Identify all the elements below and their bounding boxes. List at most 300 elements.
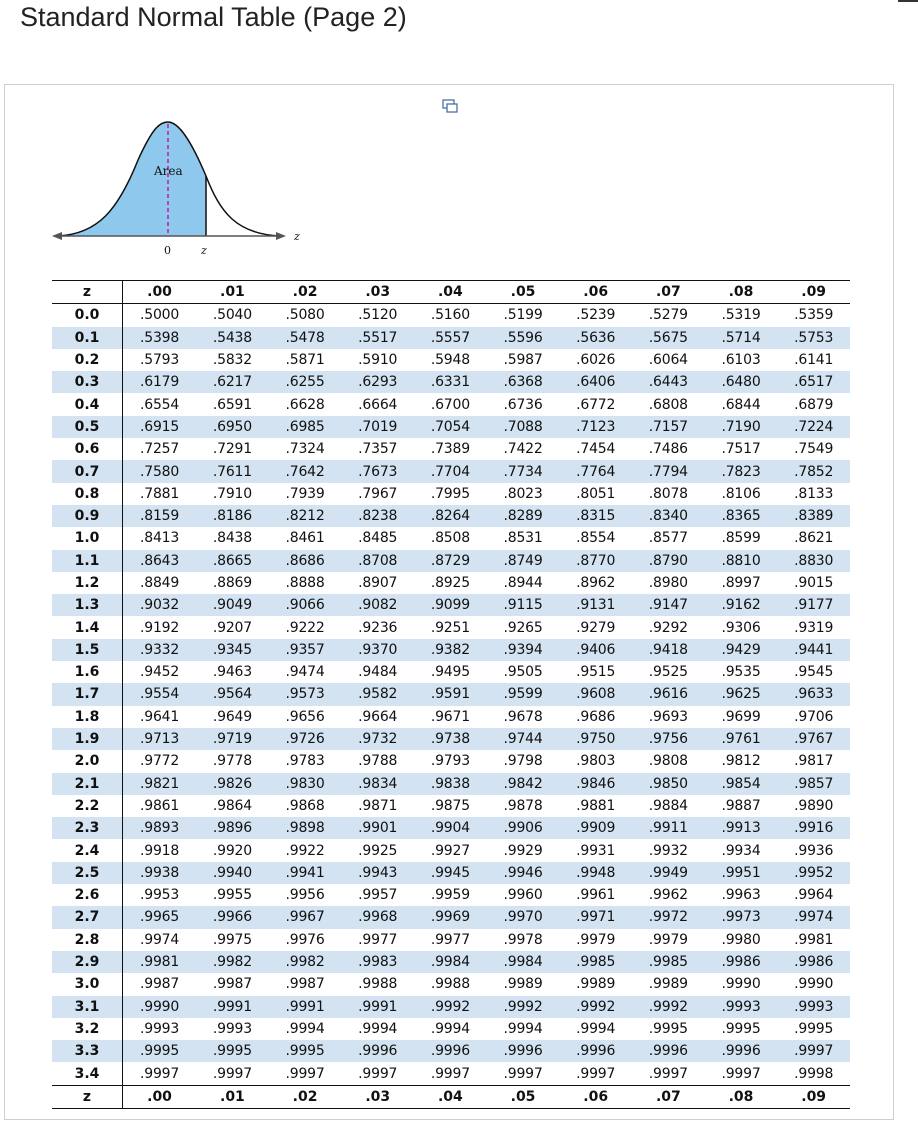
z-value: 1.3 bbox=[52, 594, 123, 616]
table-cell: .9994 bbox=[576, 1020, 616, 1037]
table-row bbox=[52, 973, 850, 995]
table-cell: .7642 bbox=[269, 460, 342, 482]
table-cell: .8980 bbox=[648, 575, 688, 591]
table-cell: .9996 bbox=[705, 1040, 778, 1062]
table-cell: .9207 bbox=[212, 619, 252, 636]
table-cell: .5714 bbox=[705, 327, 778, 349]
table-cell: .9938 bbox=[123, 862, 197, 884]
table-cell: .5987 bbox=[503, 352, 543, 369]
table-cell: .9838 bbox=[414, 773, 487, 795]
table-cell: .8849 bbox=[139, 575, 180, 591]
table-cell: .5793 bbox=[139, 352, 180, 369]
table-cell: .9909 bbox=[559, 817, 632, 839]
table-row bbox=[52, 706, 850, 728]
table-cell: .7881 bbox=[139, 485, 180, 502]
table-cell: .9830 bbox=[269, 773, 342, 795]
table-cell: .8790 bbox=[632, 550, 705, 572]
col-header: .03 bbox=[341, 281, 414, 304]
table-cell: .9991 bbox=[341, 996, 414, 1018]
table-cell: .7454 bbox=[576, 441, 616, 458]
table-cell: .8770 bbox=[559, 550, 632, 572]
table-cell: .9808 bbox=[648, 753, 688, 770]
table-cell: .9345 bbox=[196, 639, 269, 661]
table-cell: .9898 bbox=[269, 817, 342, 839]
table-cell: .9890 bbox=[794, 797, 834, 814]
table-cell: .8340 bbox=[632, 505, 705, 527]
col-footer: .09 bbox=[777, 1085, 850, 1108]
table-cell: .9279 bbox=[576, 619, 616, 636]
table-cell: .9306 bbox=[721, 619, 761, 636]
table-cell: .8888 bbox=[285, 575, 325, 591]
table-cell: .8621 bbox=[794, 530, 834, 547]
table-cell: .9998 bbox=[794, 1065, 834, 1082]
axis-zero-label: 0 bbox=[164, 244, 171, 257]
table-cell: .9990 bbox=[794, 976, 834, 993]
table-cell: .9812 bbox=[721, 753, 761, 770]
col-footer: .08 bbox=[705, 1085, 778, 1108]
table-cell: .7019 bbox=[341, 416, 414, 438]
table-cell: .9911 bbox=[632, 817, 705, 839]
z-value: 2.2 bbox=[52, 795, 123, 817]
col-header: .04 bbox=[414, 281, 487, 304]
table-cell: .9656 bbox=[285, 708, 325, 725]
table-cell: .6368 bbox=[487, 371, 560, 393]
table-cell: .9997 bbox=[648, 1065, 688, 1082]
table-cell: .9994 bbox=[358, 1020, 398, 1037]
table-cell: .9382 bbox=[414, 639, 487, 661]
table-cell: .7967 bbox=[358, 485, 398, 502]
table-cell: .9418 bbox=[632, 639, 705, 661]
col-header: .01 bbox=[196, 281, 269, 304]
table-cell: .9936 bbox=[794, 842, 834, 859]
table-cell: .6179 bbox=[123, 371, 197, 393]
table-cell: .9969 bbox=[414, 906, 487, 928]
table-cell: .9988 bbox=[430, 976, 470, 993]
table-cell: .9842 bbox=[487, 773, 560, 795]
table-cell: .9319 bbox=[794, 619, 834, 636]
table-cell: .8729 bbox=[414, 550, 487, 572]
table-cell: .9463 bbox=[212, 664, 252, 681]
table-cell: .9945 bbox=[414, 862, 487, 884]
table-cell: .9988 bbox=[358, 976, 398, 993]
table-cell: .9357 bbox=[269, 639, 342, 661]
table-cell: .7704 bbox=[414, 460, 487, 482]
table-cell: .8413 bbox=[139, 530, 180, 547]
table-cell: .8106 bbox=[721, 485, 761, 502]
z-value: 1.5 bbox=[52, 639, 123, 661]
table-cell: .7794 bbox=[632, 460, 705, 482]
table-cell: .9131 bbox=[559, 594, 632, 616]
table-cell: .9535 bbox=[721, 664, 761, 681]
table-cell: .9962 bbox=[648, 887, 688, 904]
table-cell: .9973 bbox=[705, 906, 778, 928]
window-edge bbox=[898, 0, 918, 2]
table-row bbox=[52, 639, 850, 661]
table-cell: .9967 bbox=[269, 906, 342, 928]
table-cell: .6985 bbox=[269, 416, 342, 438]
table-cell: .7852 bbox=[777, 460, 850, 482]
table-cell: .9989 bbox=[503, 976, 543, 993]
table-cell: .9995 bbox=[269, 1040, 342, 1062]
table-row bbox=[52, 1040, 850, 1062]
table-cell: .9049 bbox=[196, 594, 269, 616]
z-value: 2.8 bbox=[52, 929, 123, 951]
table-cell: .9573 bbox=[269, 683, 342, 705]
table-cell: .9706 bbox=[794, 708, 834, 725]
z-value: 0.4 bbox=[52, 393, 123, 415]
table-row bbox=[52, 416, 850, 438]
table-cell: .9997 bbox=[285, 1065, 325, 1082]
table-cell: .9015 bbox=[794, 575, 834, 591]
table-cell: .6879 bbox=[794, 396, 834, 413]
table-cell: .9925 bbox=[358, 842, 398, 859]
table-cell: .9971 bbox=[559, 906, 632, 928]
table-cell: .9798 bbox=[503, 753, 543, 770]
table-cell: .8643 bbox=[123, 550, 197, 572]
table-row bbox=[52, 862, 850, 884]
table-cell: .9452 bbox=[139, 664, 180, 681]
table-cell: .5279 bbox=[648, 307, 688, 324]
table-cell: .6950 bbox=[196, 416, 269, 438]
table-cell: .9982 bbox=[269, 951, 342, 973]
table-cell: .9875 bbox=[430, 797, 470, 814]
table-cell: .7389 bbox=[430, 441, 470, 458]
table-cell: .9996 bbox=[487, 1040, 560, 1062]
table-cell: .8186 bbox=[196, 505, 269, 527]
table-cell: .7054 bbox=[414, 416, 487, 438]
table-cell: .6293 bbox=[341, 371, 414, 393]
table-cell: .9992 bbox=[487, 996, 560, 1018]
table-row bbox=[52, 505, 850, 527]
table-cell: .8264 bbox=[414, 505, 487, 527]
table-cell: .9997 bbox=[430, 1065, 470, 1082]
table-cell: .7910 bbox=[212, 485, 252, 502]
table-cell: .9904 bbox=[414, 817, 487, 839]
table-row bbox=[52, 327, 850, 349]
table-cell: .9032 bbox=[123, 594, 197, 616]
table-cell: .5517 bbox=[341, 327, 414, 349]
table-cell: .8212 bbox=[269, 505, 342, 527]
table-cell: .7324 bbox=[285, 441, 325, 458]
table-cell: .9985 bbox=[559, 951, 632, 973]
z-value: 3.2 bbox=[52, 1018, 123, 1040]
table-cell: .9992 bbox=[632, 996, 705, 1018]
table-cell: .9545 bbox=[794, 664, 834, 681]
table-cell: .7611 bbox=[196, 460, 269, 482]
z-table bbox=[52, 280, 850, 1109]
table-cell: .9929 bbox=[503, 842, 543, 859]
table-cell: .5948 bbox=[430, 352, 470, 369]
table-cell: .9978 bbox=[503, 931, 543, 948]
table-cell: .8508 bbox=[430, 530, 470, 547]
table-cell: .9554 bbox=[123, 683, 197, 705]
table-cell: .8869 bbox=[212, 575, 252, 591]
table-cell: .6517 bbox=[777, 371, 850, 393]
table-cell: .8531 bbox=[503, 530, 543, 547]
table-cell: .6736 bbox=[503, 396, 543, 413]
table-cell: .9918 bbox=[139, 842, 180, 859]
table-cell: .9896 bbox=[196, 817, 269, 839]
table-cell: .9441 bbox=[777, 639, 850, 661]
table-cell: .9931 bbox=[576, 842, 616, 859]
table-cell: .5239 bbox=[576, 307, 616, 324]
table-cell: .7517 bbox=[721, 441, 761, 458]
table-cell: .9983 bbox=[341, 951, 414, 973]
table-cell: .9857 bbox=[777, 773, 850, 795]
table-cell: .9987 bbox=[139, 976, 180, 993]
table-cell: .9525 bbox=[648, 664, 688, 681]
z-value: 2.0 bbox=[52, 750, 123, 772]
table-row bbox=[52, 550, 850, 572]
table-cell: .9995 bbox=[794, 1020, 834, 1037]
table-cell: .9783 bbox=[285, 753, 325, 770]
table-cell: .9955 bbox=[212, 887, 252, 904]
table-cell: .9625 bbox=[705, 683, 778, 705]
table-cell: .9991 bbox=[269, 996, 342, 1018]
table-cell: .9177 bbox=[777, 594, 850, 616]
z-value: 1.7 bbox=[52, 683, 123, 705]
z-value: 1.9 bbox=[52, 728, 123, 750]
table-cell: .9878 bbox=[503, 797, 543, 814]
table-cell: .9066 bbox=[269, 594, 342, 616]
table-cell: .9951 bbox=[705, 862, 778, 884]
table-cell: .6664 bbox=[358, 396, 398, 413]
table-cell: .8365 bbox=[705, 505, 778, 527]
table-cell: .9370 bbox=[341, 639, 414, 661]
table-cell: .9974 bbox=[777, 906, 850, 928]
table-cell: .9990 bbox=[721, 976, 761, 993]
z-value: 0.5 bbox=[52, 416, 123, 438]
table-cell: .9992 bbox=[414, 996, 487, 1018]
table-cell: .9987 bbox=[212, 976, 252, 993]
table-cell: .8438 bbox=[212, 530, 252, 547]
table-cell: .5398 bbox=[123, 327, 197, 349]
table-cell: .9990 bbox=[123, 996, 197, 1018]
table-cell: .9994 bbox=[430, 1020, 470, 1037]
table-cell: .9664 bbox=[358, 708, 398, 725]
table-cell: .9993 bbox=[705, 996, 778, 1018]
table-cell: .8485 bbox=[358, 530, 398, 547]
table-cell: .8708 bbox=[341, 550, 414, 572]
table-cell: .9893 bbox=[123, 817, 197, 839]
table-cell: .9987 bbox=[285, 976, 325, 993]
table-cell: .6141 bbox=[794, 352, 834, 369]
table-cell: .9115 bbox=[487, 594, 560, 616]
col-footer: .07 bbox=[632, 1085, 705, 1108]
table-cell: .9997 bbox=[777, 1040, 850, 1062]
z-value: 2.3 bbox=[52, 817, 123, 839]
z-value: 0.2 bbox=[52, 349, 123, 371]
expand-icon[interactable] bbox=[442, 99, 458, 113]
table-cell: .7549 bbox=[794, 441, 834, 458]
table-cell: .9591 bbox=[414, 683, 487, 705]
table-cell: .9948 bbox=[559, 862, 632, 884]
table-cell: .7939 bbox=[285, 485, 325, 502]
col-footer: .01 bbox=[196, 1085, 269, 1108]
table-cell: .9995 bbox=[648, 1020, 688, 1037]
table-cell: .9515 bbox=[576, 664, 616, 681]
table-row bbox=[52, 483, 850, 505]
table-cell: .8830 bbox=[777, 550, 850, 572]
table-cell: .9952 bbox=[777, 862, 850, 884]
table-cell: .9850 bbox=[632, 773, 705, 795]
table-cell: .9997 bbox=[358, 1065, 398, 1082]
table-cell: .9997 bbox=[503, 1065, 543, 1082]
table-cell: .9821 bbox=[123, 773, 197, 795]
table-cell: .6844 bbox=[721, 396, 761, 413]
table-cell: .8907 bbox=[358, 575, 398, 591]
table-cell: .9997 bbox=[212, 1065, 252, 1082]
table-cell: .9854 bbox=[705, 773, 778, 795]
normal-curve-figure bbox=[48, 112, 308, 272]
table-cell: .9968 bbox=[341, 906, 414, 928]
table-cell: .9916 bbox=[777, 817, 850, 839]
table-cell: .9980 bbox=[721, 931, 761, 948]
table-cell: .9599 bbox=[487, 683, 560, 705]
table-row bbox=[52, 906, 850, 928]
table-row bbox=[52, 393, 850, 415]
table-cell: .9772 bbox=[139, 753, 180, 770]
z-value: 1.1 bbox=[52, 550, 123, 572]
table-cell: .8078 bbox=[648, 485, 688, 502]
shaded-area bbox=[58, 122, 206, 236]
table-cell: .5478 bbox=[269, 327, 342, 349]
table-row bbox=[52, 1018, 850, 1040]
table-cell: .9864 bbox=[212, 797, 252, 814]
table-cell: .9977 bbox=[430, 931, 470, 948]
table-cell: .8238 bbox=[341, 505, 414, 527]
table-cell: .9997 bbox=[139, 1065, 180, 1082]
z-value: 2.1 bbox=[52, 773, 123, 795]
table-cell: .9693 bbox=[648, 708, 688, 725]
table-cell: .8925 bbox=[430, 575, 470, 591]
x-axis-arrow-left bbox=[52, 232, 62, 240]
table-cell: .9996 bbox=[632, 1040, 705, 1062]
table-cell: .9803 bbox=[576, 753, 616, 770]
table-cell: .9995 bbox=[123, 1040, 197, 1062]
table-cell: .5000 bbox=[139, 307, 180, 324]
table-cell: .9817 bbox=[794, 753, 834, 770]
table-cell: .9982 bbox=[196, 951, 269, 973]
area-label: Area bbox=[154, 164, 183, 178]
z-value: 0.1 bbox=[52, 327, 123, 349]
col-header: .09 bbox=[777, 281, 850, 304]
table-cell: .7224 bbox=[777, 416, 850, 438]
z-value: 3.0 bbox=[52, 973, 123, 995]
table-cell: .5120 bbox=[358, 307, 398, 324]
table-cell: .8389 bbox=[777, 505, 850, 527]
table-cell: .9901 bbox=[341, 817, 414, 839]
z-header: z bbox=[52, 281, 123, 304]
table-row bbox=[52, 728, 850, 750]
table-row bbox=[52, 460, 850, 482]
table-cell: .9974 bbox=[139, 931, 180, 948]
table-cell: .7422 bbox=[503, 441, 543, 458]
col-header: .00 bbox=[123, 281, 197, 304]
table-cell: .8051 bbox=[576, 485, 616, 502]
z-value: 0.0 bbox=[52, 304, 123, 327]
table-cell: .6915 bbox=[123, 416, 197, 438]
table-cell: .5438 bbox=[196, 327, 269, 349]
table-cell: .7995 bbox=[430, 485, 470, 502]
table-cell: .9932 bbox=[648, 842, 688, 859]
table-cell: .9761 bbox=[705, 728, 778, 750]
table-cell: .7764 bbox=[559, 460, 632, 482]
table-cell: .9713 bbox=[123, 728, 197, 750]
table-row bbox=[52, 795, 850, 817]
table-cell: .9946 bbox=[487, 862, 560, 884]
table-cell: .9292 bbox=[648, 619, 688, 636]
table-cell: .9719 bbox=[196, 728, 269, 750]
table-cell: .9564 bbox=[196, 683, 269, 705]
table-cell: .9965 bbox=[123, 906, 197, 928]
table-cell: .9992 bbox=[559, 996, 632, 1018]
table-cell: .9993 bbox=[777, 996, 850, 1018]
col-header: .06 bbox=[559, 281, 632, 304]
table-cell: .9726 bbox=[269, 728, 342, 750]
table-cell: .5160 bbox=[430, 307, 470, 324]
col-footer: .03 bbox=[341, 1085, 414, 1108]
col-header: .05 bbox=[487, 281, 560, 304]
col-footer: .04 bbox=[414, 1085, 487, 1108]
table-cell: .5753 bbox=[777, 327, 850, 349]
table-cell: .6480 bbox=[705, 371, 778, 393]
z-value: 0.8 bbox=[52, 483, 123, 505]
table-cell: .9920 bbox=[212, 842, 252, 859]
table-cell: .5040 bbox=[212, 307, 252, 324]
table-cell: .9192 bbox=[139, 619, 180, 636]
table-cell: .9934 bbox=[721, 842, 761, 859]
table-cell: .9406 bbox=[559, 639, 632, 661]
z-value: 2.9 bbox=[52, 951, 123, 973]
table-cell: .9993 bbox=[139, 1020, 180, 1037]
table-cell: .9984 bbox=[414, 951, 487, 973]
table-row bbox=[52, 996, 850, 1018]
table-cell: .7190 bbox=[705, 416, 778, 438]
table-row bbox=[52, 594, 850, 616]
table-cell: .9099 bbox=[414, 594, 487, 616]
table-cell: .8665 bbox=[196, 550, 269, 572]
table-cell: .9996 bbox=[414, 1040, 487, 1062]
table-cell: .8577 bbox=[648, 530, 688, 547]
table-cell: .5596 bbox=[487, 327, 560, 349]
table-cell: .9981 bbox=[123, 951, 197, 973]
table-cell: .9970 bbox=[487, 906, 560, 928]
table-cell: .6443 bbox=[632, 371, 705, 393]
table-cell: .8749 bbox=[487, 550, 560, 572]
table-cell: .8133 bbox=[794, 485, 834, 502]
z-value: 3.3 bbox=[52, 1040, 123, 1062]
table-cell: .8023 bbox=[503, 485, 543, 502]
table-cell: .9484 bbox=[358, 664, 398, 681]
table-cell: .9582 bbox=[341, 683, 414, 705]
footer-row bbox=[52, 1085, 850, 1108]
z-value: 3.4 bbox=[52, 1062, 123, 1085]
table-row bbox=[52, 661, 850, 683]
table-cell: .9994 bbox=[285, 1020, 325, 1037]
table-cell: .9429 bbox=[705, 639, 778, 661]
table-cell: .9985 bbox=[632, 951, 705, 973]
table-cell: .9975 bbox=[212, 931, 252, 948]
table-cell: .9949 bbox=[632, 862, 705, 884]
table-cell: .9826 bbox=[196, 773, 269, 795]
table-cell: .5319 bbox=[721, 307, 761, 324]
table-cell: .6026 bbox=[576, 352, 616, 369]
z-value: 1.0 bbox=[52, 527, 123, 549]
table-cell: .9963 bbox=[721, 887, 761, 904]
table-cell: .8599 bbox=[721, 530, 761, 547]
table-row bbox=[52, 683, 850, 705]
